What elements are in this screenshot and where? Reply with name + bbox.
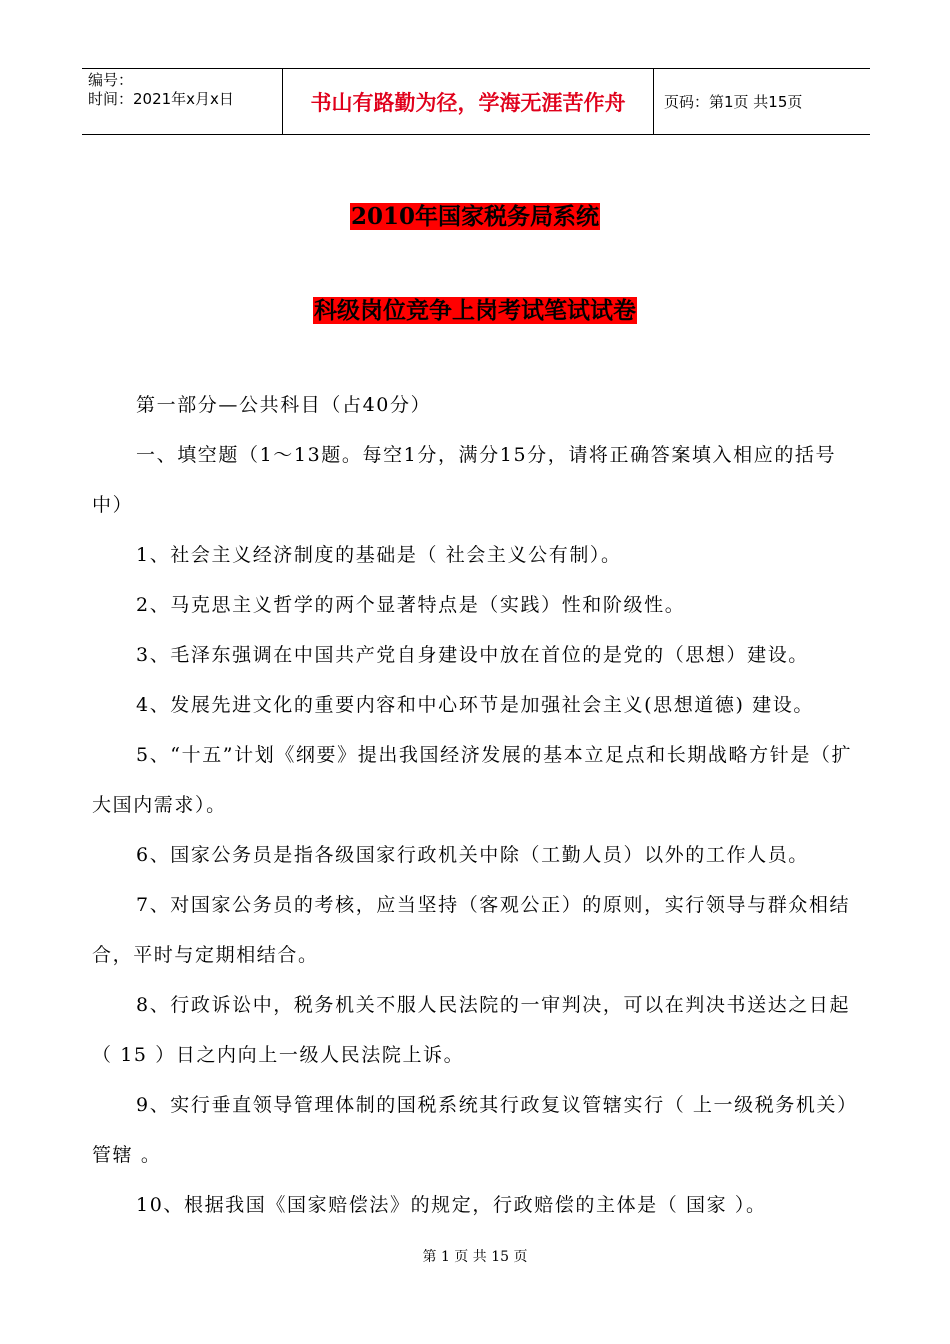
document-body xyxy=(92,380,862,1230)
section-heading: 第一部分—公共科目（占40分） xyxy=(136,394,432,416)
question-item: 1、社会主义经济制度的基础是（ 社会主义公有制）。 xyxy=(136,544,622,566)
header-meta xyxy=(82,69,282,134)
question-item: 6、国家公务员是指各级国家行政机关中除（工勤人员）以外的工作人员。 xyxy=(136,844,809,866)
header-motto: 书山有路勤为径，学海无涯苦作舟 xyxy=(282,69,654,134)
document-title-line-1 xyxy=(0,198,950,231)
page-footer: 第 1 页 共 15 页 xyxy=(422,1249,528,1265)
document-number-label: 编号： xyxy=(88,71,134,89)
question-item: 5、“十五”计划《纲要》提出我国经济发展的基本立足点和长期战略方针是（扩大国内需求）。 xyxy=(92,744,853,816)
header-page-info: 页码：第1页 共15页 xyxy=(664,93,803,111)
document-date: 时间：2021年x月x日 xyxy=(88,90,234,108)
page-header xyxy=(82,68,870,135)
document-title-line-2 xyxy=(0,292,950,325)
question-group-heading: 一、填空题（1～13题。每空1分，满分15分，请将正确答案填入相应的括号中） xyxy=(92,444,837,516)
question-item: 3、毛泽东强调在中国共产党自身建设中放在首位的是党的（思想）建设。 xyxy=(136,644,809,666)
question-item: 2、马克思主义哲学的两个显著特点是（实践）性和阶级性。 xyxy=(136,594,686,616)
question-item: 9、实行垂直领导管理体制的国税系统其行政复议管辖实行（ 上一级税务机关）管辖 。 xyxy=(92,1094,858,1166)
title-highlight-2: 科级岗位竞争上岗考试笔试试卷 xyxy=(314,297,636,324)
question-item: 8、行政诉讼中，税务机关不服人民法院的一审判决，可以在判决书送达之日起（ 15 ）日之内向上一级人民法院上诉。 xyxy=(92,994,851,1066)
title-highlight-1: 2010年国家税务局系统 xyxy=(350,203,599,230)
question-item: 10、根据我国《国家赔偿法》的规定，行政赔偿的主体是（ 国家 ）。 xyxy=(136,1194,767,1216)
question-item: 7、对国家公务员的考核，应当坚持（客观公正）的原则，实行领导与群众相结合，平时与定期相结合。 xyxy=(92,894,851,966)
question-item: 4、发展先进文化的重要内容和中心环节是加强社会主义(思想道德) 建设。 xyxy=(136,694,814,716)
